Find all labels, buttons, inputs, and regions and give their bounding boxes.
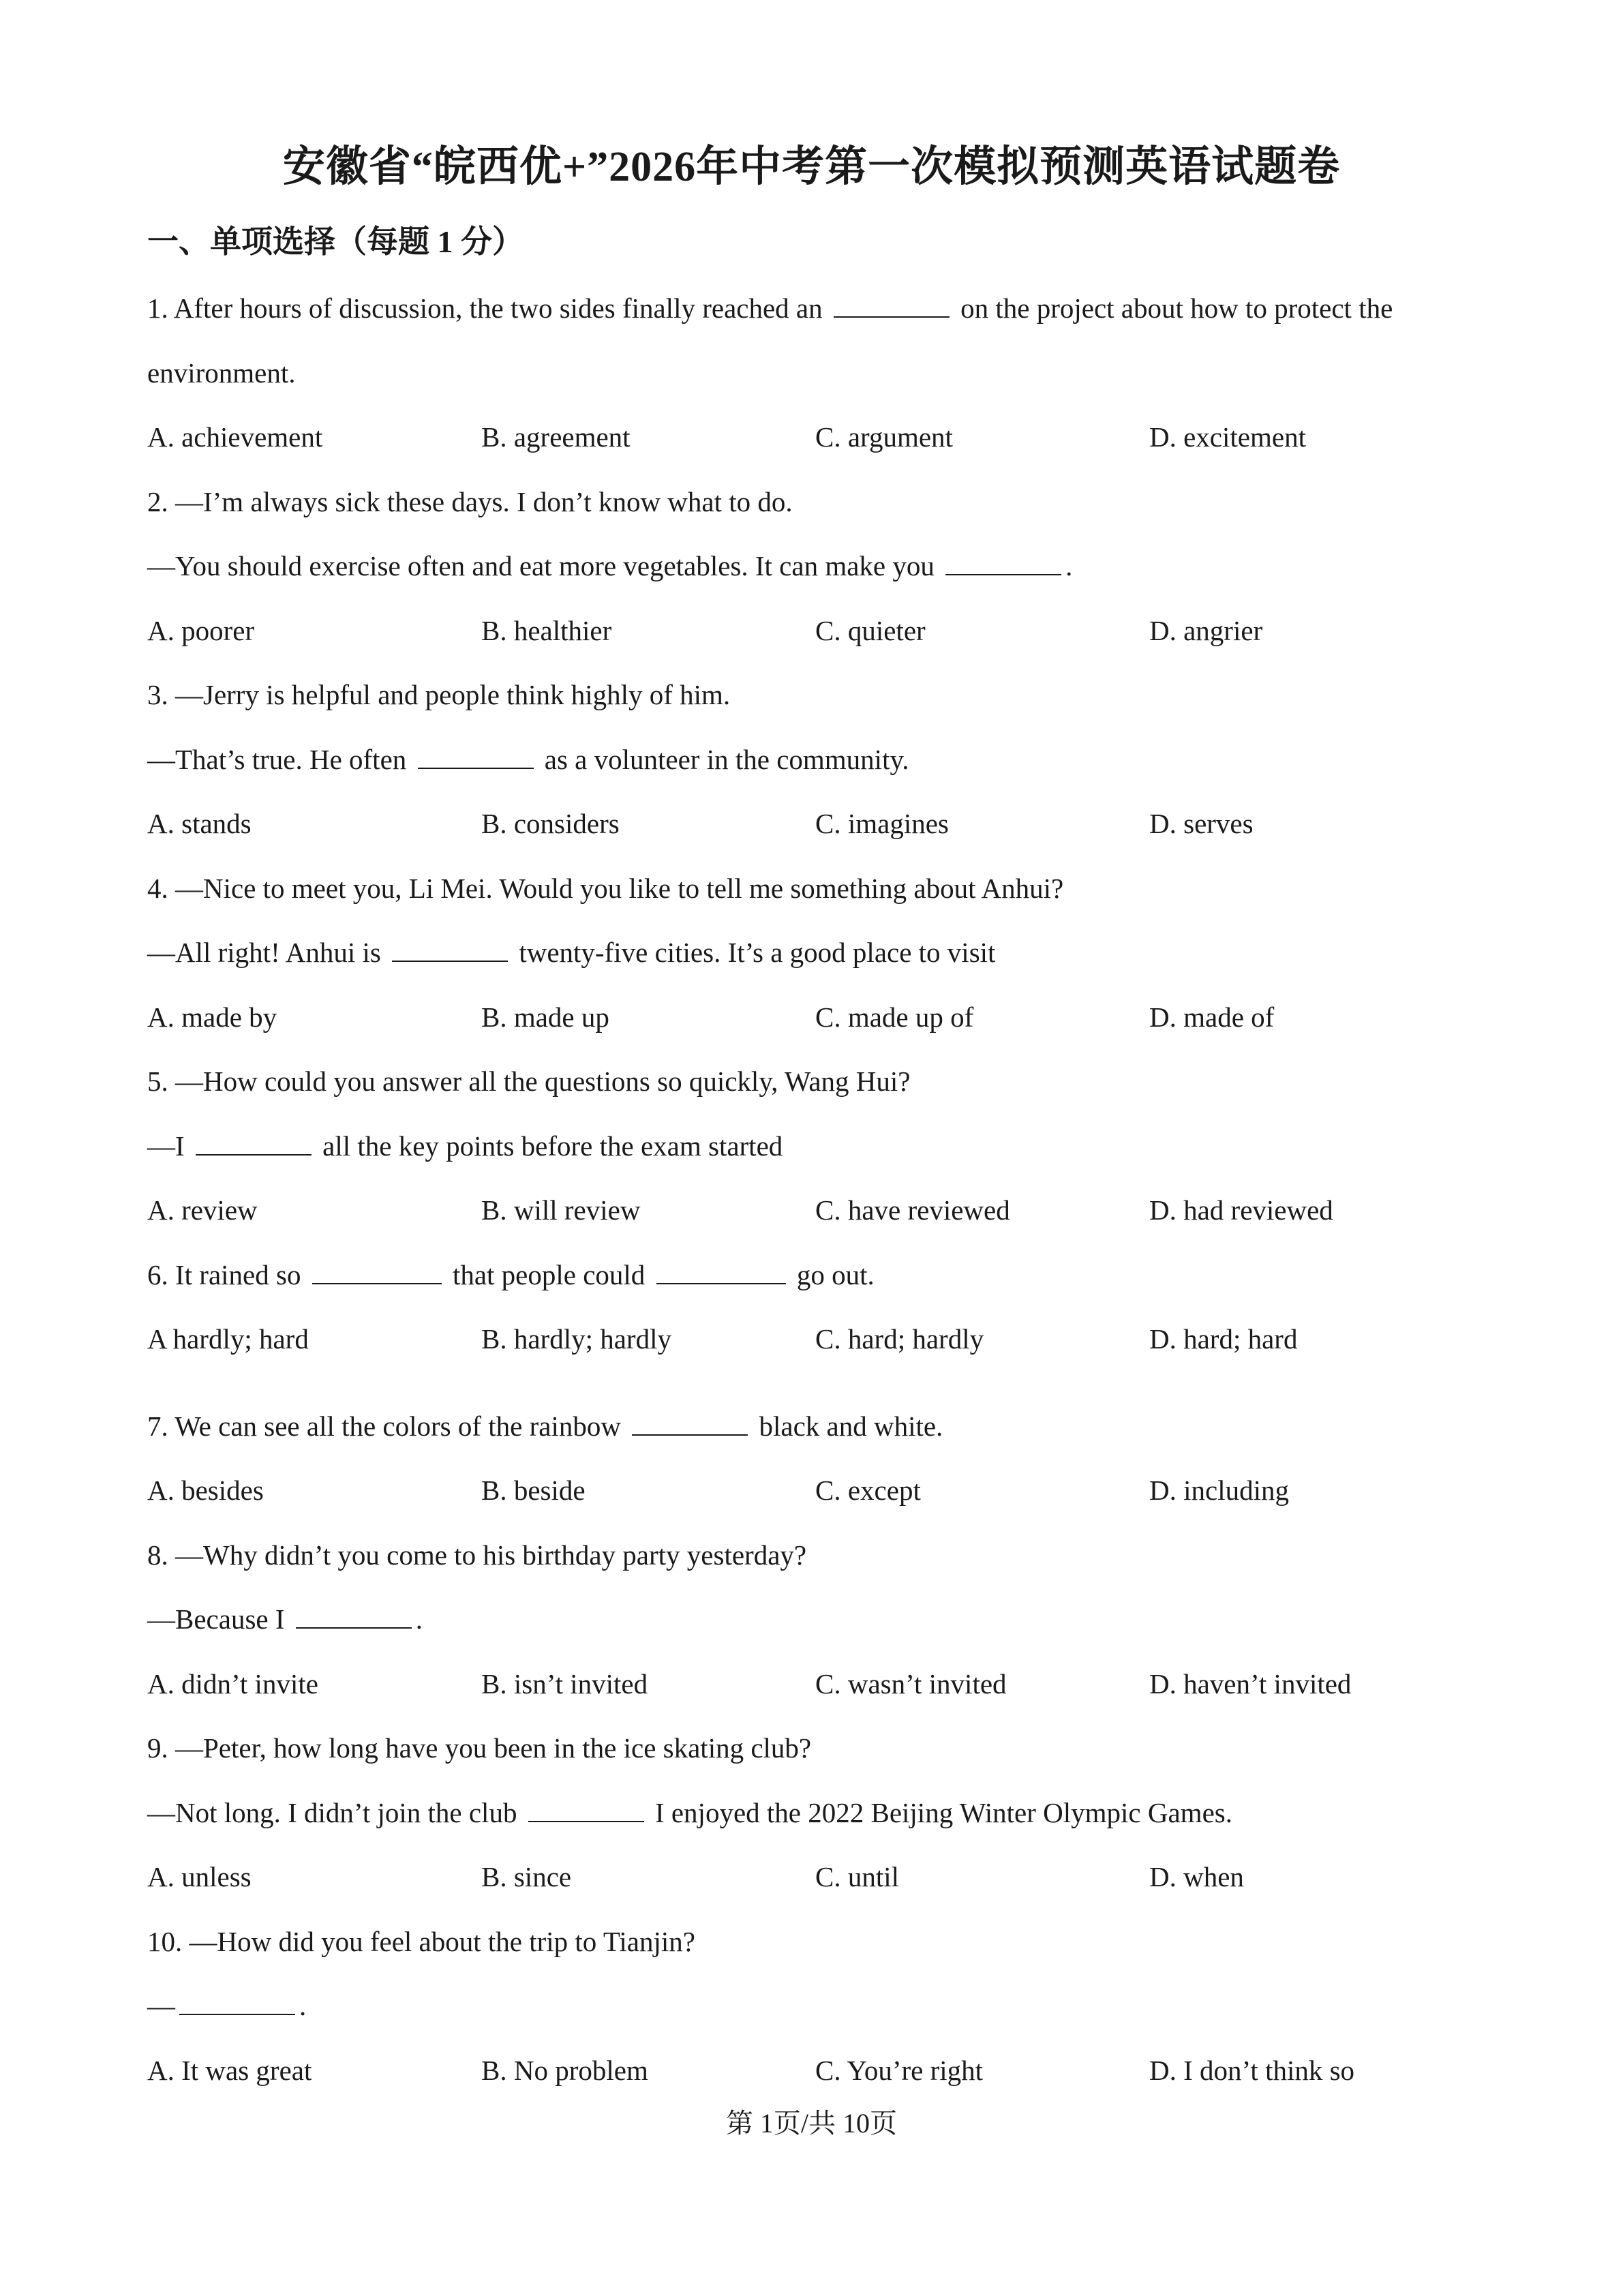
question-text: 2. —I’m always sick these days. I don’t know what to do. [147,485,793,517]
question-text: —Not long. I didn’t join the club [147,1796,524,1828]
question-text: 5. —How could you answer all the questions so quickly, Wang Hui? [147,1066,911,1097]
option-b: B. beside [481,1475,586,1506]
page-title: 安徽省“皖西优+”2026年中考第一次模拟预测英语试题卷 [282,144,1341,190]
question-6 [147,1243,1483,1372]
question-line [147,276,1483,341]
question-line [147,341,1483,406]
answer-blank [418,735,534,769]
question-text: 4. —Nice to meet you, Li Mei. Would you like to tell me something about Anhui? [147,872,1064,904]
question-9 [147,1716,1483,1909]
question-1 [147,276,1483,470]
question-line [147,920,1483,985]
question-text: black and white. [752,1410,943,1442]
question-text: 3. —Jerry is helpful and people think highly of him. [147,679,731,710]
answer-blank [945,541,1061,575]
option-a: A. poorer [147,614,255,646]
option-d: D. excitement [1149,421,1306,453]
question-list [147,276,1483,2102]
option-row [147,2038,1483,2103]
option-b: B. No problem [481,2054,648,2086]
answer-blank [632,1402,748,1436]
answer-blank [392,928,508,962]
option-a: A. unless [147,1861,252,1892]
question-line [147,1909,1483,1974]
question-text: —Because I [147,1603,292,1635]
option-c: C. argument [815,421,953,453]
question-line [147,1781,1483,1845]
option-d: D. haven’t invited [1149,1667,1352,1700]
question-line [147,1523,1483,1588]
option-b: B. made up [481,1001,609,1033]
option-b: B. considers [481,808,620,839]
question-text: 10. —How did you feel about the trip to Tianjin? [147,1925,695,1957]
question-10 [147,1909,1483,2103]
question-line [147,1049,1483,1114]
option-d: D. hard; hard [1149,1323,1298,1355]
answer-blank [656,1250,786,1284]
question-line [147,856,1483,921]
option-d: D. serves [1149,808,1254,839]
option-b: B. will review [481,1194,641,1226]
option-c: C. quieter [815,614,926,646]
option-a: A. made by [147,1001,277,1033]
option-row [147,1845,1483,1909]
question-line [147,1394,1483,1459]
answer-blank [296,1595,412,1629]
question-3 [147,663,1483,856]
option-row [147,405,1483,470]
question-text: . [299,1990,307,2021]
option-row [147,1458,1483,1523]
option-row [147,791,1483,856]
option-a: A. review [147,1194,258,1226]
question-line [147,534,1483,599]
section-heading: 一、单项选择（每题 1 分） [147,224,524,259]
option-c: C. have reviewed [815,1194,1010,1226]
option-d: D. I don’t think so [1149,2054,1355,2086]
option-d: D. when [1149,1861,1244,1892]
question-text: 6. It rained so [147,1258,308,1290]
option-c: C. You’re right [815,2054,984,2086]
option-b: B. agreement [481,421,631,453]
option-c: C. imagines [815,808,949,839]
option-b: B. since [481,1861,572,1892]
question-text: —All right! Anhui is [147,937,389,968]
option-a: A. It was great [147,2054,312,2086]
option-a: A. achievement [147,421,323,453]
option-c: C. made up of [815,1001,974,1033]
option-c: C. until [815,1861,900,1892]
question-line [147,1243,1483,1308]
question-text: —I [147,1130,192,1162]
question-text: . [1065,550,1073,581]
option-row [147,1307,1483,1372]
question-text: 7. We can see all the colors of the rainbow [147,1410,628,1442]
option-row [147,1178,1483,1243]
question-text: as a volunteer in the community. [537,743,909,775]
question-text: 1. After hours of discussion, the two sides finally reached an [147,292,830,324]
answer-blank [528,1788,644,1822]
question-text: — [147,1990,175,2021]
question-text: 9. —Peter, how long have you been in the ice skating club? [147,1732,812,1764]
option-row [147,599,1483,663]
option-c: C. except [815,1475,921,1506]
question-line [147,1716,1483,1781]
option-row [147,1652,1483,1717]
option-d: D. angrier [1149,614,1263,646]
question-2 [147,470,1483,663]
question-line [147,727,1483,792]
question-text: all the key points before the exam started [315,1130,783,1162]
option-d: D. had reviewed [1149,1194,1333,1226]
question-line [147,1114,1483,1179]
option-c: C. hard; hardly [815,1323,984,1355]
question-8 [147,1523,1483,1717]
option-c: C. wasn’t invited [815,1667,1007,1700]
option-b: B. hardly; hardly [481,1323,671,1355]
option-b: B. healthier [481,614,612,646]
question-5 [147,1049,1483,1243]
question-4 [147,856,1483,1050]
question-text: twenty-five cities. It’s a good place to visit [512,937,996,968]
question-text: go out. [789,1258,875,1290]
question-text: 8. —Why didn’t you come to his birthday party yesterday? [147,1539,807,1571]
answer-blank [834,284,950,318]
option-a: A. stands [147,808,252,839]
question-text: on the project about how to protect the [953,292,1393,324]
question-7 [147,1394,1483,1523]
question-line [147,663,1483,727]
option-row [147,985,1483,1050]
answer-blank [179,1981,295,2015]
question-line [147,1587,1483,1652]
option-b: B. isn’t invited [481,1667,648,1700]
option-a: A hardly; hard [147,1323,309,1355]
question-line [147,1974,1483,2038]
question-line [147,470,1483,534]
option-d: D. including [1149,1475,1289,1506]
page-number: 第 1页/共 10页 [725,2108,898,2139]
question-text: . [415,1603,423,1635]
question-text: environment. [147,357,296,389]
question-text: that people could [445,1258,652,1290]
question-text: —That’s true. He often [147,743,414,775]
answer-blank [196,1121,312,1155]
option-a: A. besides [147,1475,264,1506]
question-text: —You should exercise often and eat more vegetables. It can make you [147,550,942,581]
option-a: A. didn’t invite [147,1667,318,1700]
answer-blank [312,1250,442,1284]
option-d: D. made of [1149,1001,1275,1033]
question-text: I enjoyed the 2022 Beijing Winter Olympic Games. [648,1796,1232,1828]
